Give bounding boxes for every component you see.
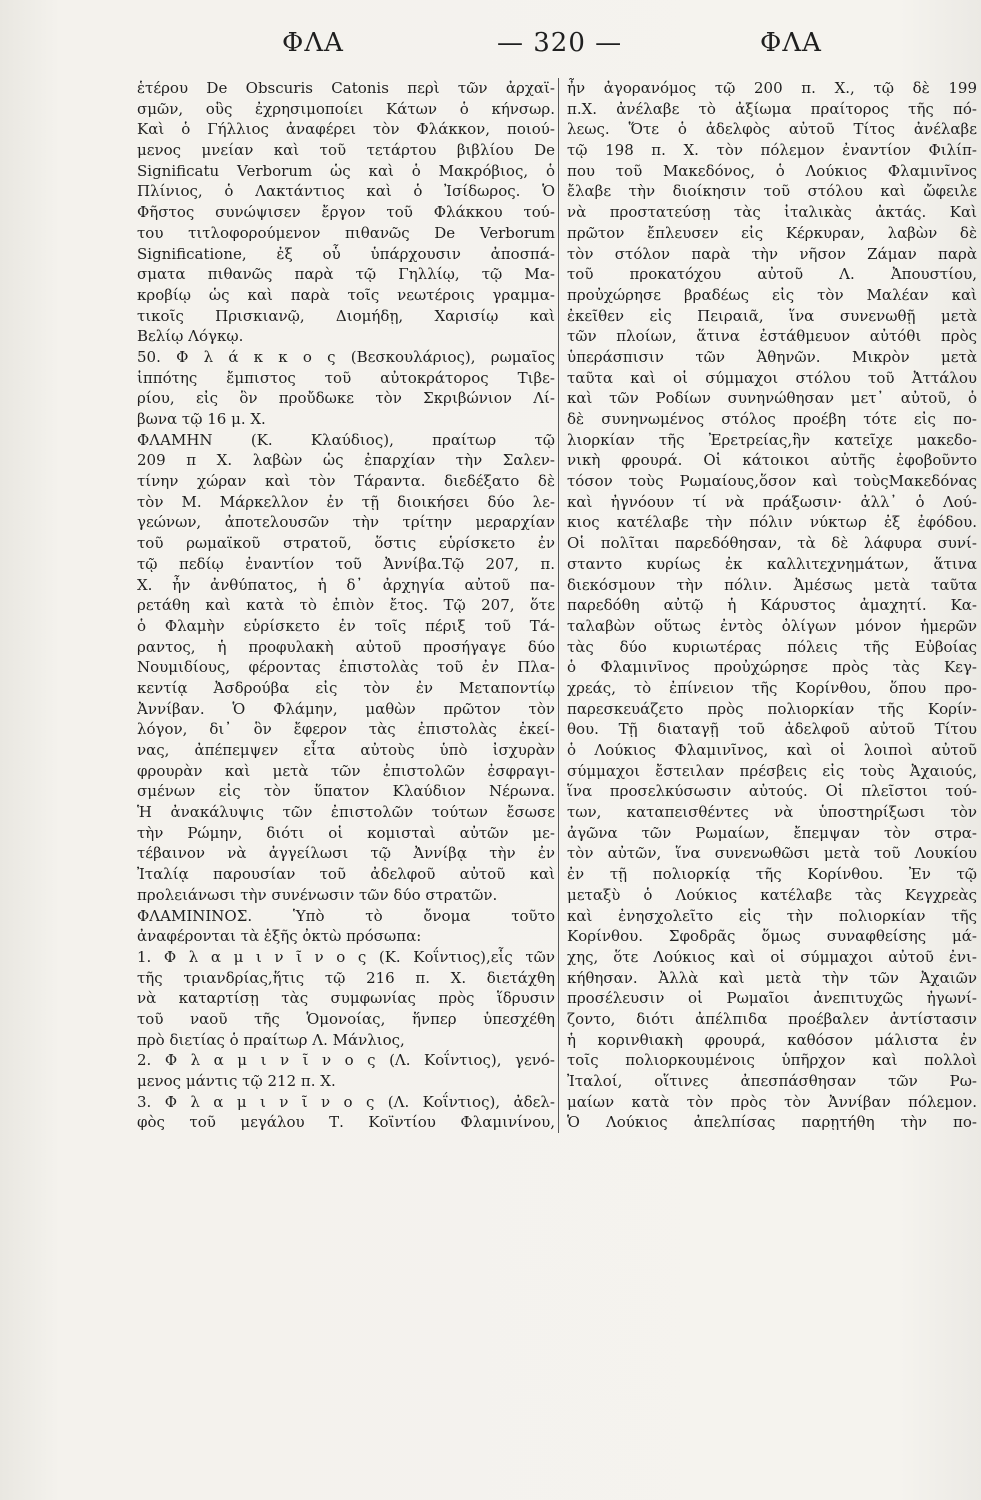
text-line: Ἰταλίᾳ παρουσίαν τοῦ ἀδελφοῦ αὐτοῦ καὶ bbox=[137, 865, 555, 884]
text-line: ταῦτα καὶ οἱ σύμμαχοι στόλου τοῦ Ἀττάλου bbox=[567, 368, 977, 387]
text-line: νικὴ φρουρά. Οἱ κάτοικοι αὐτῆς ἐφοβοῦντο bbox=[567, 451, 977, 470]
running-head-right: ΦΛΑ bbox=[760, 28, 822, 58]
text-line: τὸν αὐτῶν, ἵνα συνενωθῶσι μετὰ τοῦ Λουκίου bbox=[567, 844, 977, 863]
running-head-left: ΦΛΑ bbox=[282, 28, 344, 58]
text-line: φρουρὰν καὶ μετὰ τῶν ἐπιστολῶν ἐσφραγι- bbox=[137, 761, 555, 780]
text-line: σματα πιθανῶς παρὰ τῷ Γηλλίῳ, τῷ Μα- bbox=[137, 265, 555, 284]
text-line: ἱππότης ἔμπιστος τοῦ αὐτοκράτορος Τιβε- bbox=[137, 368, 555, 387]
text-line: παρεσκευάζετο πρὸς πολιορκίαν τῆς Κορίν- bbox=[567, 699, 977, 718]
text-line: τοῦ ναοῦ τῆς Ὁμονοίας, ἥνπερ ὑπεσχέθη bbox=[137, 1009, 555, 1028]
text-line: λιορκίαν τῆς Ἐρετρείας,ἣν κατεῖχε μακεδο- bbox=[567, 430, 977, 449]
text-line: νὰ καταρτίσῃ τὰς συμφωνίας πρὸς ἵδρυσιν bbox=[137, 989, 555, 1008]
text-line: των, καταπεισθέντες νὰ ὑποστηρίξωσι τὸν bbox=[567, 803, 977, 822]
text-line: 50. Φ λ ά κ κ ο ς (Βεσκουλάριος), ρωμαῖος bbox=[137, 347, 555, 366]
text-line: ραντος, ἡ προφυλακὴ αὐτοῦ προσήγαγε δύο bbox=[137, 637, 555, 656]
text-line: 3. Φ λ α μ ι ν ῖ ν ο ς (Λ. Κοΐντιος), ἀδελ- bbox=[137, 1092, 555, 1111]
text-line: ἔλαβε τὴν διοίκησιν τοῦ στόλου καὶ ὤφειλε bbox=[567, 182, 977, 201]
text-line: ΦΛΑΜΗΝ (Κ. Κλαύδιος), πραίτωρ τῷ bbox=[137, 430, 555, 449]
text-line: χρεάς, τὸ ἐπίνειον τῆς Κορίνθου, ὅπου προ- bbox=[567, 678, 977, 697]
text-line: ἀγῶνα τῶν Ρωμαίων, ἔπεμψαν τὸν στρα- bbox=[567, 823, 977, 842]
text-line: θου. Τῇ διαταγῇ τοῦ ἀδελφοῦ αὐτοῦ Τίτου bbox=[567, 720, 977, 739]
text-line: κροβίῳ ὡς καὶ παρὰ τοῖς νεωτέροις γραμμα- bbox=[137, 285, 555, 304]
text-line: Significatu Verborum ὡς καὶ ὁ Μακρόβιος, ὁ bbox=[137, 161, 555, 180]
text-line: 2. Φ λ α μ ι ν ῖ ν ο ς (Λ. Κοΐντιος), γενό- bbox=[137, 1051, 555, 1070]
text-line: νας, ἀπέπεμψεν εἶτα αὐτοὺς ὑπὸ ἰσχυρὰν bbox=[137, 741, 555, 759]
text-line: ὁ Λούκιος Φλαμινῖνος, καὶ οἱ λοιποὶ αὐτοῦ bbox=[567, 741, 977, 759]
text-line: σύμμαχοι ἔστειλαν πρέσβεις εἰς τοὺς Ἀχαιούς, bbox=[567, 761, 977, 780]
text-line: του τιτλοφορούμενον πιθανῶς De Verborum bbox=[137, 223, 555, 242]
text-line: ἑτέρου De Obscuris Catonis περὶ τῶν ἀρχαϊ- bbox=[137, 79, 555, 97]
text-line: προλειάνωσι τὴν συνένωσιν τῶν δύο στρατῶν. bbox=[137, 885, 498, 904]
text-line: δὲ συνηνωμένος στόλος προέβη τότε εἰς πο- bbox=[567, 410, 977, 428]
text-line: τῶν πλοίων, ἅτινα ἐστάθμευον αὐτόθι πρὸς bbox=[567, 327, 977, 346]
text-line: πρῶτον ἔπλευσεν εἰς Κέρκυραν, λαβὼν δὲ bbox=[567, 223, 977, 242]
right-column bbox=[558, 78, 977, 1133]
text-line: ὑπεράσπισιν τῶν Ἀθηνῶν. Μικρὸν μετὰ bbox=[567, 347, 977, 366]
text-line: Φῆστος συνώψισεν ἔργον τοῦ Φλάκκου τού- bbox=[137, 203, 555, 222]
text-line: τὴν Ρώμην, διότι οἱ κομισταὶ αὐτῶν με- bbox=[137, 823, 555, 842]
text-line: χης, ὅτε Λούκιος καὶ οἱ σύμμαχοι αὐτοῦ ἐνι- bbox=[567, 947, 977, 966]
text-line: λόγον, δι᾽ ὃν ἔφερον τὰς ἐπιστολὰς ἐκεί- bbox=[137, 720, 555, 739]
text-line: κήθησαν. Ἀλλὰ καὶ μετὰ τὴν τῶν Ἀχαιῶν bbox=[567, 968, 977, 987]
text-line: ἀναφέρονται τὰ ἑξῆς ὀκτὼ πρόσωπα: bbox=[137, 927, 422, 946]
text-line: τῷ 198 π. Χ. τὸν πόλεμον ἐναντίον Φιλίπ- bbox=[567, 141, 977, 160]
text-line: παρεδόθη αὐτῷ ἡ Κάρυστος ἀμαχητί. Κα- bbox=[567, 596, 977, 615]
text-line: ζοντο, διότι ἀπέλπιδα προέβαλεν ἀντίστασιν bbox=[567, 1009, 977, 1028]
text-line: προσέλευσιν οἱ Ρωμαῖοι ἀνεπιτυχῶς ἠγωνί- bbox=[567, 989, 977, 1008]
text-line: διεκόσμουν τὴν πόλιν. Ἀμέσως μετὰ ταῦτα bbox=[567, 575, 977, 594]
text-line: τοῦ προκατόχου αὐτοῦ Λ. Ἀπουστίου, bbox=[567, 265, 977, 284]
text-line: τὸν Μ. Μάρκελλον ἐν τῇ διοικήσει δύο λε- bbox=[137, 492, 555, 511]
text-line: καὶ ἐνησχολεῖτο εἰς τὴν πολιορκίαν τῆς bbox=[567, 906, 977, 925]
text-line: μεταξὺ ὁ Λούκιος κατέλαβε τὰς Κεγχρεὰς bbox=[567, 885, 977, 904]
text-line: τὰς δύο κυριωτέρας πόλεις τῆς Εὐβοίας bbox=[567, 637, 977, 656]
page-number: — 320 — bbox=[497, 28, 623, 58]
text-line: Πλίνιος, ὁ Λακτάντιος καὶ ὁ Ἰσίδωρος. Ὁ bbox=[137, 182, 555, 201]
page-header bbox=[0, 28, 981, 68]
text-line: καὶ τῶν Ροδίων συνηνώθησαν μετ᾽ αὐτοῦ, ὁ bbox=[567, 389, 977, 408]
text-line: σμῶν, οὓς ἐχρησιμοποίει Κάτων ὁ κήνσωρ. bbox=[137, 99, 555, 118]
text-line: Κορίνθου. Σφοδρᾶς ὅμως συναφθείσης μά- bbox=[567, 927, 977, 946]
text-line: πρὸ διετίας ὁ πραίτωρ Λ. Μάνλιος, bbox=[137, 1030, 405, 1049]
text-line: τὸν στόλον παρὰ τὴν νῆσον Ζάμαν παρὰ bbox=[567, 244, 977, 263]
left-column bbox=[137, 78, 555, 1133]
text-line: ὁ Φλαμινῖνος προὐχώρησε πρὸς τὰς Κεγ- bbox=[567, 658, 977, 677]
text-line: Οἱ πολῖται παρεδόθησαν, τὰ δὲ λάφυρα συνί- bbox=[567, 534, 977, 553]
text-line: μαίων κατὰ τὸν πρὸς τὸν Ἀννίβαν πόλεμον. bbox=[567, 1092, 977, 1111]
text-line: ταλαβὼν οὕτως ἐντὸς ὀλίγων μόνον ἡμερῶν bbox=[567, 616, 977, 635]
text-line: ἡ κορινθιακὴ φρουρά, καθόσον μάλιστα ἐν bbox=[567, 1030, 977, 1049]
text-line: ὁ Φλαμὴν εὑρίσκετο ἐν τοῖς πέριξ τοῦ Τά- bbox=[137, 616, 555, 635]
text-line: βωνα τῷ 16 μ. Χ. bbox=[137, 410, 266, 428]
text-line: τικοῖς Πρισκιανῷ, Διομήδῃ, Χαρισίῳ καὶ bbox=[137, 306, 555, 325]
text-line: 1. Φ λ α μ ι ν ῖ ν ο ς (Κ. Κοΐντιος),εἷς τῶν bbox=[137, 947, 555, 966]
text-line: τέβαινον νὰ ἀγγείλωσι τῷ Ἀννίβᾳ τὴν ἐν bbox=[137, 844, 555, 863]
text-line: Significatione, ἐξ οὗ ὑπάρχουσιν ἀποσπά- bbox=[137, 244, 555, 263]
text-line: σταντο κυρίως ἐκ καλλιτεχνημάτων, ἅτινα bbox=[567, 554, 977, 573]
text-line: νὰ προστατεύσῃ τὰς ἰταλικὰς ἀκτάς. Καὶ bbox=[567, 203, 977, 222]
text-line: καὶ ἠγνόουν τί νὰ πράξωσιν· ἀλλ᾽ ὁ Λού- bbox=[567, 492, 977, 511]
text-line: φὸς τοῦ μεγάλου Τ. Κοϊντίου Φλαμινίνου, bbox=[137, 1113, 555, 1132]
text-line: ἵνα προσελκύσωσιν αὐτούς. Οἱ πλεῖστοι τού- bbox=[567, 782, 977, 801]
text-line: τῷ πεδίῳ ἐναντίον τοῦ Ἀννίβα.Τῷ 207, π. bbox=[137, 554, 555, 573]
text-line: Ἀννίβαν. Ὁ Φλάμην, μαθὼν πρῶτον τὸν bbox=[137, 699, 555, 718]
text-line: ἐν τῇ πολιορκίᾳ τῆς Κορίνθου. Ἐν τῷ bbox=[567, 865, 977, 884]
text-line: κεντίᾳ Ἀσδρούβα εἰς τὸν ἐν Μεταποντίῳ bbox=[137, 678, 555, 697]
text-line: τίνην χώραν καὶ τὸν Τάραντα. διεδέξατο δὲ bbox=[137, 472, 555, 491]
text-line: Ὁ Λούκιος ἀπελπίσας παρῃτήθη τὴν πο- bbox=[567, 1113, 977, 1132]
text-line: τοῦ ρωμαϊκοῦ στρατοῦ, ὅστις εὑρίσκετο ἐν bbox=[137, 534, 555, 553]
text-line: τῆς τριανδρίας,ἥτις τῷ 216 π. Χ. διετάχθη bbox=[137, 968, 555, 987]
text-line: Καὶ ὁ Γήλλιος ἀναφέρει τὸν Φλάκκον, ποιού- bbox=[137, 120, 555, 139]
text-line: λεως. Ὅτε ὁ ἀδελφὸς αὐτοῦ Τίτος ἀνέλαβε bbox=[567, 120, 977, 139]
text-line: ΦΛΑΜΙΝΙΝΟΣ. Ὑπὸ τὸ ὄνομα τοῦτο bbox=[137, 906, 555, 925]
text-line: σμένων εἰς τὸν ὕπατον Κλαύδιον Νέρωνα. bbox=[137, 782, 555, 801]
text-line: τόσον τοὺς Ρωμαίους,ὅσον καὶ τοὺςΜακεδόνας bbox=[567, 472, 977, 491]
text-line: μενος μάντις τῷ 212 π. Χ. bbox=[137, 1072, 336, 1090]
text-line: ἦν ἀγορανόμος τῷ 200 π. Χ., τῷ δὲ 199 bbox=[567, 79, 977, 97]
text-line: Ἰταλοί, οἵτινες ἀπεσπάσθησαν τῶν Ρω- bbox=[567, 1072, 977, 1090]
text-line: κιος κατέλαβε τὴν πόλιν νύκτωρ ἐξ ἐφόδου. bbox=[567, 513, 977, 532]
text-line: τοῖς πολιορκουμένοις ὑπῆρχον καὶ πολλοὶ bbox=[567, 1051, 977, 1070]
text-line: μενος μνείαν καὶ τοῦ τετάρτου βιβλίου De bbox=[137, 141, 555, 160]
text-line: ρετάθη καὶ κατὰ τὸ ἐπιὸν ἔτος. Τῷ 207, ὅτε bbox=[137, 596, 555, 615]
text-line: Νουμιδίους, φέροντας ἐπιστολὰς τοῦ ἐν Πλα- bbox=[137, 658, 555, 677]
text-line: Ἡ ἀνακάλυψις τῶν ἐπιστολῶν τούτων ἔσωσε bbox=[137, 803, 555, 822]
text-line: 209 π Χ. λαβὼν ὡς ἐπαρχίαν τὴν Σαλεν- bbox=[137, 451, 555, 470]
text-line: γεώνων, ἀποτελουσῶν τὴν τρίτην μεραρχίαν bbox=[137, 513, 555, 532]
text-line: Βελίῳ Λόγκῳ. bbox=[137, 327, 244, 346]
text-line: Χ. ἦν ἀνθύπατος, ἡ δ᾽ ἀρχηγία αὐτοῦ πα- bbox=[137, 575, 555, 594]
text-line: ἐκεῖθεν εἰς Πειραιᾶ, ἵνα συνενωθῇ μετὰ bbox=[567, 306, 977, 325]
text-line: προὐχώρησε βραδέως εἰς τὸν Μαλέαν καὶ bbox=[567, 285, 977, 304]
text-line: ρίου, εἰς ὃν προὔδωκε τὸν Σκριβώνιον Λί- bbox=[137, 389, 555, 408]
text-line: που τοῦ Μακεδόνος, ὁ Λούκιος Φλαμινῖνος bbox=[567, 161, 977, 180]
text-line: π.Χ. ἀνέλαβε τὸ ἀξίωμα πραίτορος τῆς πό- bbox=[567, 99, 977, 118]
